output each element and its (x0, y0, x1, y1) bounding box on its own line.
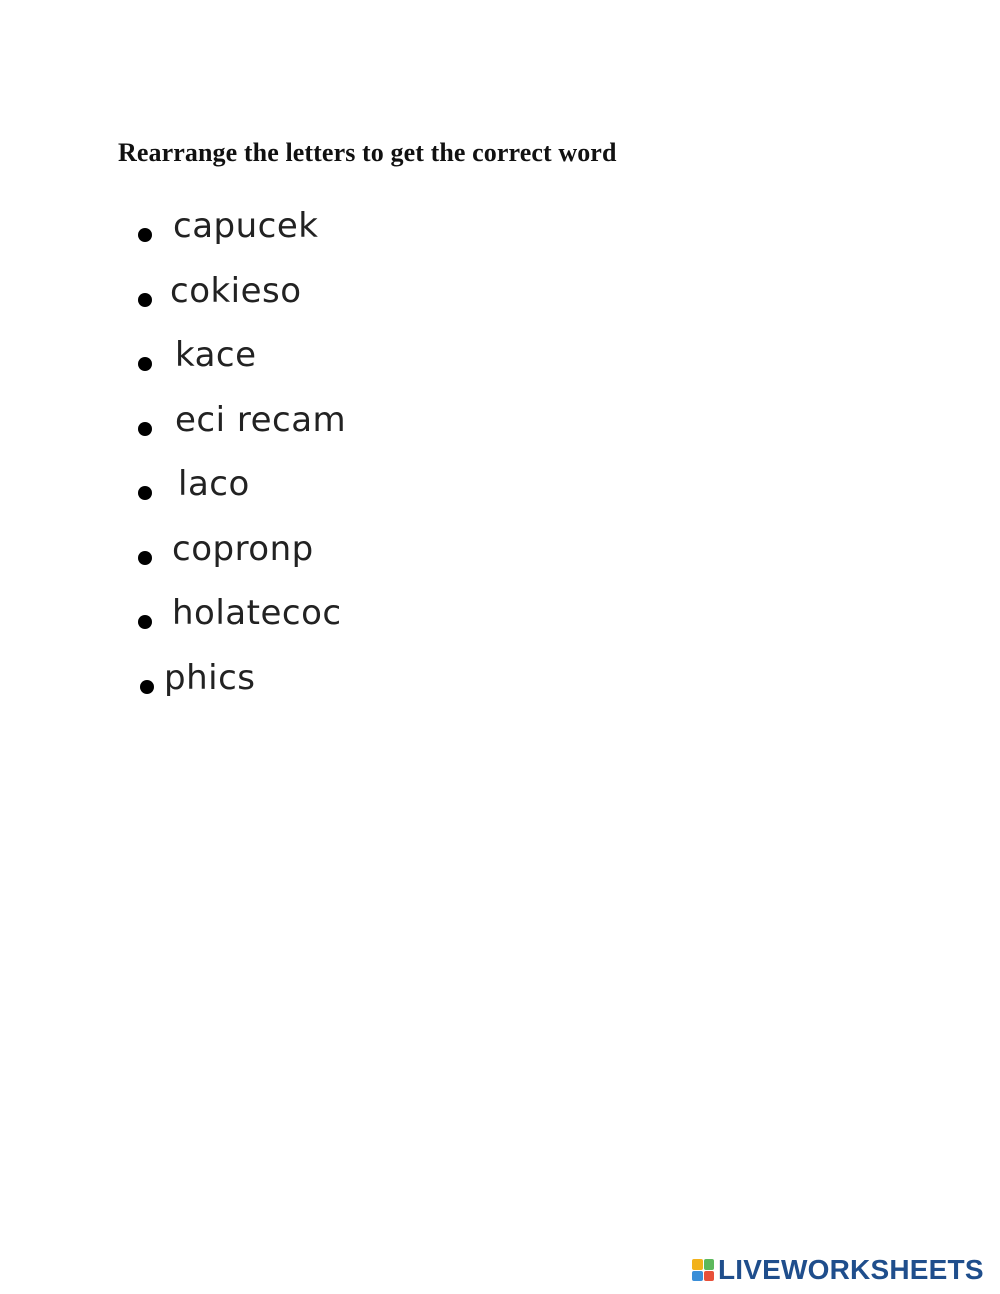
scrambled-word: phics (164, 657, 256, 698)
list-item (118, 265, 388, 330)
bullet-icon (138, 551, 152, 565)
liveworksheets-logo[interactable] (692, 1254, 984, 1286)
scrambled-word: holatecoc (172, 593, 342, 633)
bullet-icon (138, 422, 152, 436)
scrambled-word: kace (175, 335, 257, 375)
list-item (118, 394, 388, 459)
bullet-icon (138, 486, 152, 500)
list-item (118, 652, 388, 717)
scrambled-word: laco (178, 464, 250, 504)
scrambled-word-list (118, 200, 388, 716)
bullet-icon (138, 357, 152, 371)
logo-tile (692, 1271, 703, 1282)
bullet-icon (138, 228, 152, 242)
bullet-icon (138, 293, 152, 307)
list-item (118, 200, 388, 265)
logo-tile (704, 1259, 715, 1270)
logo-text: LIVEWORKSHEETS (718, 1254, 984, 1285)
scrambled-word: capucek (173, 206, 319, 246)
list-item (118, 329, 388, 394)
list-item (118, 587, 388, 652)
bullet-icon (140, 680, 154, 694)
logo-tile (704, 1271, 715, 1282)
scrambled-word: cokieso (170, 270, 302, 311)
scrambled-word: eci recam (175, 399, 347, 440)
liveworksheets-logo-icon (692, 1259, 714, 1281)
bullet-icon (138, 615, 152, 629)
list-item (118, 458, 388, 523)
scrambled-word: copronp (172, 528, 314, 569)
logo-tile (692, 1259, 703, 1270)
list-item (118, 523, 388, 588)
worksheet-title: Rearrange the letters to get the correct word (118, 138, 617, 167)
